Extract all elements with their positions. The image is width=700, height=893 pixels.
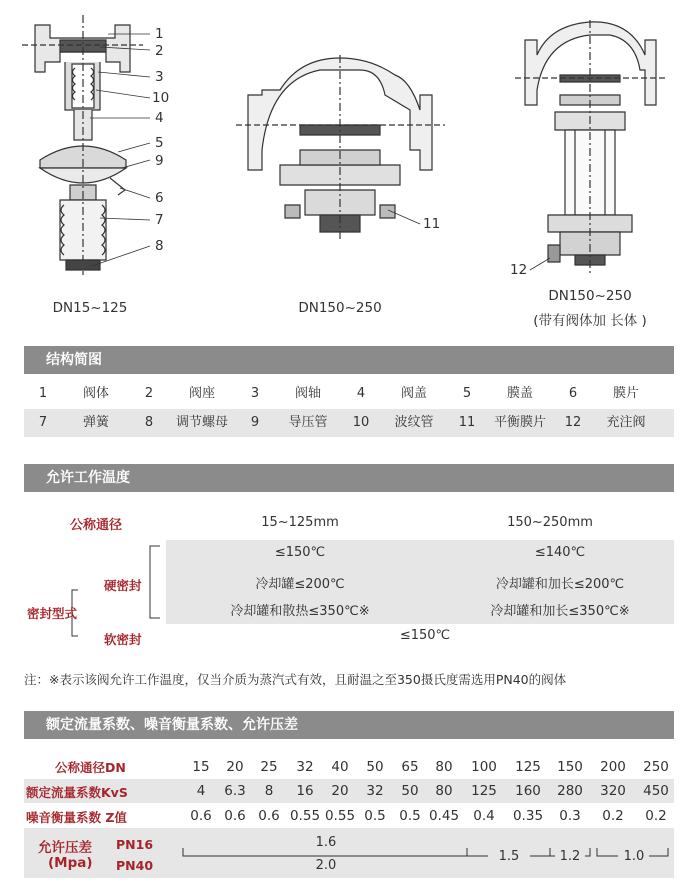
section-title-structure: 结构简图: [24, 346, 674, 374]
part-label: 4: [155, 110, 164, 126]
part-label: 12: [510, 262, 528, 278]
seal-brackets: [0, 540, 170, 650]
temp-value: 冷却罐和散热≤350℃※: [230, 604, 370, 619]
kvs-value: 50: [401, 783, 419, 799]
drawing-caption-note: (带有阀体加 长体 ): [533, 313, 647, 329]
part-label: 2: [155, 43, 164, 59]
table-cell: 7: [38, 415, 48, 430]
dn-value: 25: [260, 759, 278, 775]
kvs-value: 80: [435, 783, 453, 799]
dn-value: 50: [366, 759, 384, 775]
table-cell: 膜盖: [506, 386, 533, 401]
z-value: 0.45: [428, 808, 460, 824]
part-label: 1: [155, 26, 164, 42]
z-value: 0.6: [258, 808, 280, 824]
section-title-temperature: 允许工作温度: [24, 464, 674, 492]
kvs-values: [178, 779, 678, 803]
table-cell: 阀座: [188, 386, 215, 401]
pn16-value: 1.5: [489, 849, 529, 864]
table-cell: 10: [352, 415, 370, 430]
dn-value: 80: [435, 759, 453, 775]
footnote: 注：※表示该阀允许工作温度，仅当介质为蒸汽式有效，且耐温之至350摄氏度需选用PN40的阀体: [24, 672, 567, 687]
dn-value: 20: [226, 759, 244, 775]
pn16-value: 1.0: [619, 849, 649, 864]
kvs-value: 16: [296, 783, 314, 799]
kvs-value: 32: [366, 783, 384, 799]
z-values: [178, 804, 678, 828]
dn-value: 65: [401, 759, 419, 775]
table-cell: 平衡膜片: [493, 415, 546, 430]
table-cell: 弹簧: [82, 415, 109, 430]
table-cell: 膜片: [612, 386, 639, 401]
part-label: 10: [152, 90, 170, 106]
kvs-value: 8: [264, 783, 274, 799]
size-range-large: 150~250mm: [507, 515, 593, 530]
dn-value: 250: [643, 759, 669, 775]
z-value: 0.35: [512, 808, 544, 824]
table-cell: 阀轴: [294, 386, 321, 401]
pressure-range-lines: [170, 828, 680, 878]
table-cell: 9: [250, 415, 260, 430]
temp-value-soft: ≤150℃: [399, 628, 451, 643]
temp-value: 冷却罐和加长≤350℃※: [490, 604, 630, 619]
dn-value: 125: [515, 759, 541, 775]
z-value: 0.2: [602, 808, 624, 824]
table-cell: 调节螺母: [175, 415, 228, 430]
pressure-label: 允许压差: [38, 840, 92, 856]
table-cell: 12: [564, 415, 582, 430]
table-cell: 3: [250, 386, 260, 401]
pn40-value: 2.0: [315, 858, 337, 873]
pressure-unit: (Mpa): [48, 855, 93, 871]
part-label: 6: [155, 190, 164, 206]
pn40-label: PN40: [116, 858, 154, 873]
dn-value: 32: [296, 759, 314, 775]
part-label: 8: [155, 238, 164, 254]
pn16-value: 1.6: [315, 835, 337, 850]
kvs-value: 280: [557, 783, 583, 799]
temp-value: ≤140℃: [534, 545, 586, 560]
dn-value: 15: [192, 759, 210, 775]
dn-value: 150: [557, 759, 583, 775]
dn-value: 40: [331, 759, 349, 775]
z-value: 0.55: [289, 808, 321, 824]
kvs-value: 160: [515, 783, 541, 799]
dn-label: 公称通径DN: [55, 760, 126, 775]
valve-drawing-dn15-125: [22, 15, 143, 275]
part-label: 11: [423, 216, 441, 232]
z-value: 0.3: [559, 808, 581, 824]
kvs-value: 450: [643, 783, 669, 799]
table-cell: 1: [38, 386, 48, 401]
table-cell: 导压管: [288, 415, 328, 430]
temp-value: 冷却罐和加长≤200℃: [495, 577, 625, 592]
table-cell: 阀体: [82, 386, 109, 401]
z-value: 0.4: [473, 808, 495, 824]
kvs-value: 20: [331, 783, 349, 799]
seal-type-label: 密封型式: [27, 606, 78, 621]
hard-seal-label: 硬密封: [104, 578, 142, 593]
dn-values: [178, 755, 678, 779]
part-label: 5: [155, 135, 164, 151]
kvs-value: 320: [600, 783, 626, 799]
size-range-small: 15~125mm: [261, 515, 339, 530]
z-value: 0.6: [224, 808, 246, 824]
table-cell: 8: [144, 415, 154, 430]
table-cell: 11: [458, 415, 476, 430]
valve-drawings: [0, 0, 700, 335]
kvs-label: 额定流量系数KvS: [26, 785, 128, 800]
section-title-flow: 额定流量系数、噪音衡量系数、允许压差: [24, 711, 674, 739]
temp-value: ≤150℃: [274, 545, 326, 560]
dn-value: 100: [471, 759, 497, 775]
soft-seal-label: 软密封: [104, 632, 142, 647]
valve-drawing-dn150-250-extended: [515, 20, 665, 275]
part-label: 7: [155, 212, 164, 228]
part-label: 3: [155, 69, 164, 85]
table-cell: 充注阀: [606, 415, 646, 430]
table-cell: 5: [462, 386, 472, 401]
kvs-value: 4: [196, 783, 206, 799]
dn-value: 200: [600, 759, 626, 775]
z-value: 0.6: [190, 808, 212, 824]
drawing-caption: DN15~125: [52, 300, 128, 316]
table-cell: 4: [356, 386, 366, 401]
pn16-label: PN16: [116, 837, 154, 852]
table-cell: 6: [568, 386, 578, 401]
table-row: [24, 409, 674, 437]
z-label: 噪音衡量系数 Z值: [26, 810, 127, 825]
z-value: 0.55: [324, 808, 356, 824]
z-value: 0.2: [645, 808, 667, 824]
part-label: 9: [155, 153, 164, 169]
kvs-value: 125: [471, 783, 497, 799]
temp-value: 冷却罐≤200℃: [255, 577, 345, 592]
z-value: 0.5: [364, 808, 386, 824]
kvs-value: 6.3: [224, 783, 246, 799]
drawing-caption: DN150~250: [548, 288, 632, 304]
table-cell: 波纹管: [394, 415, 434, 430]
valve-drawing-dn150-250: [236, 55, 445, 240]
z-value: 0.5: [399, 808, 421, 824]
drawing-caption: DN150~250: [298, 300, 382, 316]
table-cell: 2: [144, 386, 154, 401]
table-cell: 阀盖: [400, 386, 427, 401]
pn16-value: 1.2: [555, 849, 585, 864]
table-row: [24, 380, 674, 408]
nominal-diameter-label: 公称通径: [70, 518, 123, 533]
